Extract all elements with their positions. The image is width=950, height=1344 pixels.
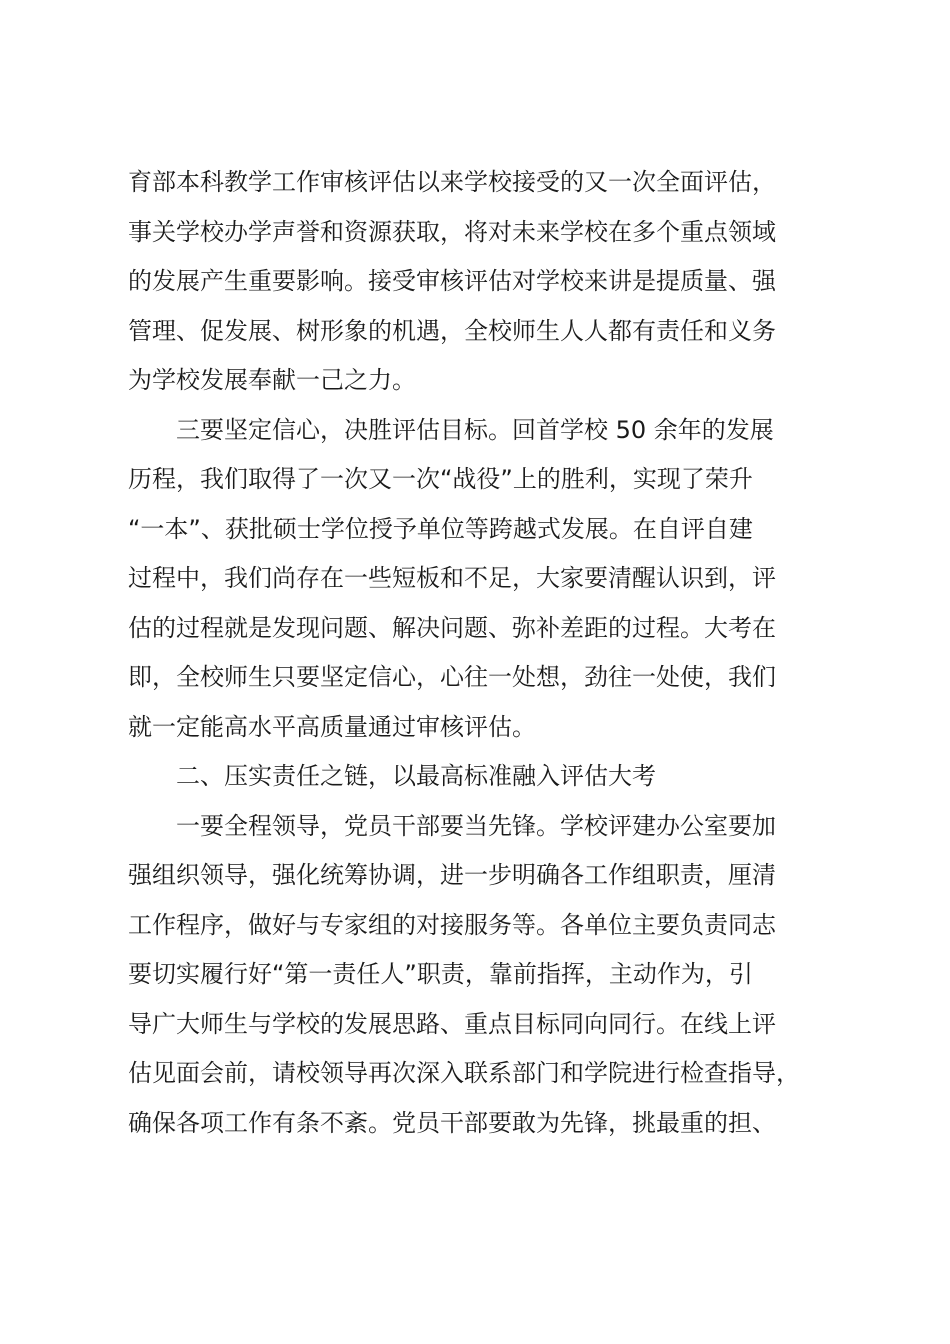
paragraph-leadership bbox=[128, 802, 836, 1149]
section-heading bbox=[128, 752, 836, 802]
text-line: 三要坚定信心，决胜评估目标。回首学校 50 余年的发展 bbox=[176, 415, 774, 444]
text-line: 强组织领导，强化统筹协调，进一步明确各工作组职责，厘清 bbox=[128, 861, 776, 889]
text-line: 为学校发展奉献一己之力。 bbox=[128, 366, 416, 394]
text-line: “一本”、获批硕士学位授予单位等跨越式发展。在自评自建 bbox=[128, 514, 753, 543]
text-line: 事关学校办学声誉和资源获取，将对未来学校在多个重点领域 bbox=[128, 217, 776, 246]
text-line: 一要全程领导，党员干部要当先锋。学校评建办公室要加 bbox=[176, 811, 776, 840]
text-line: 就一定能高水平高质量通过审核评估。 bbox=[128, 712, 536, 741]
text-line: 导广大师生与学校的发展思路、重点目标同向同行。在线上评 bbox=[128, 1009, 776, 1038]
text-line: 历程，我们取得了一次又一次“战役”上的胜利，实现了荣升 bbox=[128, 465, 753, 493]
text-line: 管理、促发展、树形象的机遇，全校师生人人都有责任和义务 bbox=[128, 316, 776, 345]
text-line: 的发展产生重要影响。接受审核评估对学校来讲是提质量、强 bbox=[128, 267, 776, 295]
section-heading-text: 二、压实责任之链，以最高标准融入评估大考 bbox=[176, 762, 656, 790]
text-line: 即，全校师生只要坚定信心，心往一处想，劲往一处使，我们 bbox=[128, 663, 776, 691]
text-line: 育部本科教学工作审核评估以来学校接受的又一次全面评估， bbox=[128, 168, 776, 196]
text-line: 估见面会前，请校领导再次深入联系部门和学院进行检查指导， bbox=[128, 1059, 800, 1087]
document-body bbox=[128, 158, 836, 1148]
paragraph-confidence bbox=[128, 406, 836, 753]
text-line: 确保各项工作有条不紊。党员干部要敢为先锋，挑最重的担、 bbox=[128, 1108, 776, 1137]
text-line: 过程中，我们尚存在一些短板和不足，大家要清醒认识到，评 bbox=[128, 564, 776, 592]
text-line: 估的过程就是发现问题、解决问题、弥补差距的过程。大考在 bbox=[128, 613, 776, 642]
text-line: 要切实履行好“第一责任人”职责，靠前指挥，主动作为，引 bbox=[128, 960, 753, 988]
text-line: 工作程序，做好与专家组的对接服务等。各单位主要负责同志 bbox=[128, 910, 776, 939]
paragraph-continuation bbox=[128, 158, 836, 406]
